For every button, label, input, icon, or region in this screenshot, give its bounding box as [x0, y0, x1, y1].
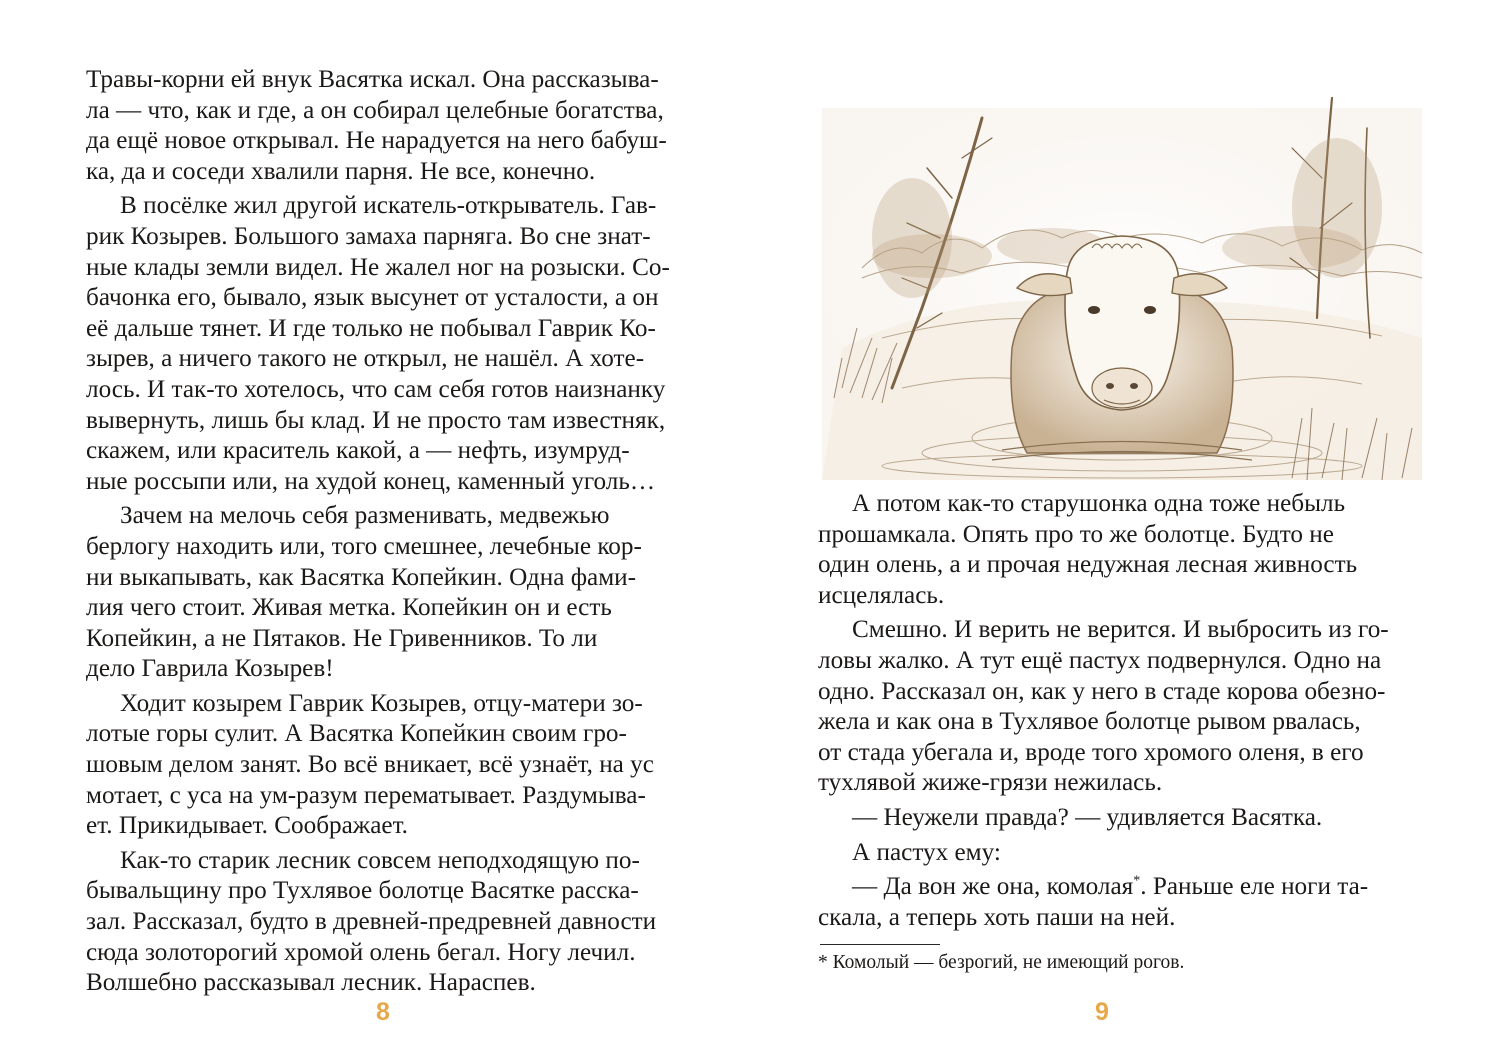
- text-line: [86, 846, 686, 877]
- text-line: [86, 406, 686, 437]
- text-line-content: А пастух ему:: [852, 838, 1001, 866]
- text-line-content: от стада убегала и, вроде того хромого оленя, в его: [818, 738, 1364, 766]
- text-line: [86, 593, 686, 624]
- text-line-content: жела и как она в Тухлявое болотце рывом рвалась,: [818, 708, 1361, 736]
- text-line: [86, 968, 686, 999]
- text-line-content: — Неужели правда? — удивляется Васятка.: [852, 803, 1323, 831]
- text-line: [818, 903, 1418, 934]
- text-line-continuation: . Раньше еле ноги та-: [1140, 873, 1369, 901]
- text-line-content: зал. Рассказал, будто в древней-предревней давности: [86, 908, 657, 936]
- text-line: [818, 838, 1418, 869]
- text-line-content: Травы-корни ей внук Васятка искал. Она рассказыва-: [86, 66, 659, 93]
- text-line: [818, 738, 1418, 769]
- text-line-content: — Да вон же она, комолая: [852, 873, 1134, 901]
- right-page: [750, 0, 1500, 1044]
- text-line-content: один олень, а и прочая недужная лесная живность: [818, 551, 1358, 579]
- text-line-content: ные клады земли видел. Не жалел ног на розыски. Со-: [86, 253, 670, 281]
- text-line: [818, 768, 1418, 799]
- text-line-content: бывальщину про Тухлявое болотце Васятке расска-: [86, 877, 639, 905]
- text-line: [86, 501, 686, 532]
- text-line-content: её дальше тянет. И где только не побывал Гаврик Ко-: [86, 314, 656, 342]
- text-line-content: прошамкала. Опять про то же болотце. Будто не: [818, 520, 1334, 548]
- footnote-divider: [820, 944, 940, 945]
- text-line: [86, 344, 686, 375]
- text-line: [86, 719, 686, 750]
- text-line: [86, 375, 686, 406]
- text-line-content: мотает, с уса на ум-разум перематывает. Раздумыва-: [86, 781, 646, 809]
- text-line-content: исцелялась.: [818, 581, 945, 609]
- text-line: [86, 314, 686, 345]
- text-line: [86, 532, 686, 563]
- text-line: [86, 191, 686, 222]
- text-line-content: да ещё новое открывал. Не нарадуется на него бабуш-: [86, 127, 667, 155]
- text-line-content: Зачем на мелочь себя разменивать, медвежью: [120, 502, 610, 530]
- text-line-content: ловы жалко. А тут ещё пастух подвернулся. Одно на: [818, 646, 1382, 674]
- text-line-content: ка, да и соседи хвалили парня. Не все, конечно.: [86, 157, 596, 185]
- text-line: [818, 707, 1418, 738]
- text-line: [86, 65, 686, 96]
- text-line-content: рик Козырев. Большого замаха парняга. Во сне знат-: [86, 222, 651, 250]
- text-line-content: вывернуть, лишь бы клад. И не просто там известняк,: [86, 406, 666, 434]
- text-line: [86, 222, 686, 253]
- text-line: [86, 126, 686, 157]
- text-line: [86, 624, 686, 655]
- text-line: [818, 520, 1418, 551]
- text-line-content: одно. Рассказал он, как у него в стаде корова обезно-: [818, 677, 1386, 705]
- text-line: [818, 615, 1418, 646]
- text-line: [86, 157, 686, 188]
- text-line: [86, 907, 686, 938]
- page-number-right: 9: [1095, 998, 1109, 1026]
- text-line-content: Как-то старик лесник совсем неподходящую по-: [120, 846, 640, 874]
- text-line-content: зырев, а ничего такого не открыл, не нашёл. А хоте-: [86, 345, 645, 373]
- text-line-content: сюда золоторогий хромой олень бегал. Ногу лечил.: [86, 938, 636, 966]
- text-line-content: А потом как-то старушонка одна тоже небыль: [852, 490, 1346, 517]
- text-line-content: лось. И так-то хотелось, что сам себя готов наизнанку: [86, 375, 666, 403]
- text-line: [86, 563, 686, 594]
- text-line-content: Смешно. И верить не верится. И выбросить из го-: [852, 616, 1389, 644]
- text-line: [818, 803, 1418, 834]
- text-line: [818, 646, 1418, 677]
- text-line-content: Ходит козырем Гаврик Козырев, отцу-матери зо-: [120, 689, 643, 717]
- text-line: [818, 872, 1418, 903]
- text-line: [86, 781, 686, 812]
- text-line: [86, 96, 686, 127]
- cow-in-swamp-illustration: [822, 88, 1422, 480]
- text-line-content: шовым делом занят. Во всё вникает, всё узнаёт, на ус: [86, 751, 654, 779]
- text-line-content: скала, а теперь хоть паши на ней.: [818, 903, 1176, 931]
- text-line: [818, 550, 1418, 581]
- text-line-content: берлогу находить или, того смешнее, лечебные кор-: [86, 532, 642, 560]
- text-line-content: Волшебно рассказывал лесник. Нараспев.: [86, 969, 536, 997]
- text-line: [86, 467, 686, 498]
- text-line-content: скажем, или краситель какой, а — нефть, изумруд-: [86, 437, 630, 465]
- text-line-content: Копейкин, а не Пятаков. Не Гривенников. То ли: [86, 624, 598, 652]
- text-line-content: бачонка его, бывало, язык высунет от усталости, а он: [86, 284, 659, 312]
- text-line: [86, 938, 686, 969]
- text-line: [86, 876, 686, 907]
- text-line-content: лия чего стоит. Живая метка. Копейкин он и есть: [86, 594, 612, 622]
- text-line: [818, 581, 1418, 612]
- text-line: [86, 750, 686, 781]
- text-line-content: ет. Прикидывает. Соображает.: [86, 812, 408, 840]
- text-line: [86, 811, 686, 842]
- text-line: [86, 689, 686, 720]
- text-line-content: лотые горы сулит. А Васятка Копейкин своим гро-: [86, 720, 627, 748]
- text-line-content: ла — что, как и где, а он собирал целебные богатства,: [86, 96, 664, 124]
- text-line-content: дело Гаврила Козырев!: [86, 655, 334, 683]
- text-line-content: ни выкапывать, как Васятка Копейкин. Одна фами-: [86, 563, 637, 591]
- text-line: [86, 436, 686, 467]
- text-line-content: В посёлке жил другой искатель-открыватель. Гав-: [120, 192, 657, 220]
- text-line: [86, 654, 686, 685]
- text-line: [86, 283, 686, 314]
- page-number-left: 8: [376, 998, 390, 1026]
- text-line-content: ные россыпи или, на худой конец, каменный уголь…: [86, 467, 656, 495]
- footnote: * Комолый — безрогий, не имеющий рогов.: [818, 952, 1185, 973]
- text-line-content: тухлявой жиже-грязи нежилась.: [818, 769, 1163, 797]
- text-line: [818, 677, 1418, 708]
- footnote-mark: *: [1133, 873, 1141, 889]
- text-line: [818, 489, 1418, 520]
- left-page-text: [86, 65, 686, 999]
- right-page-text: [818, 489, 1418, 933]
- text-line: [86, 253, 686, 284]
